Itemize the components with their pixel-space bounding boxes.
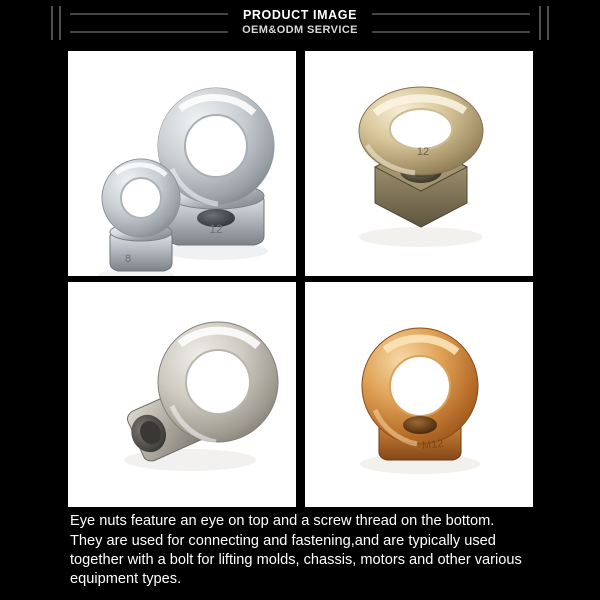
- svg-text:M12: M12: [421, 437, 444, 453]
- photo-eye-nut-brass-top-view: [305, 51, 533, 276]
- caption-bar: [0, 508, 600, 600]
- photo-cell-4: [305, 282, 533, 507]
- svg-text:8: 8: [124, 253, 132, 265]
- product-photo-grid: [0, 46, 600, 508]
- svg-text:12: 12: [209, 222, 223, 236]
- caption-text: Eye nuts feature an eye on top and a screw thread on the bottom. They are used for connecting and fastening,and are typically used together with a bolt for lifting molds, chassis, motors and other various equipment types.: [70, 513, 522, 588]
- svg-text:12: 12: [416, 146, 430, 158]
- photo-cell-1: [68, 51, 296, 276]
- header-text-block: [232, 9, 368, 36]
- photo-cell-3: [68, 282, 296, 507]
- photo-eye-nuts-pair-stainless: [68, 51, 296, 276]
- header-banner: [0, 0, 600, 46]
- page-subtitle: OEM&ODM SERVICE: [242, 23, 358, 36]
- photo-eye-nut-nickel-angled: [68, 282, 296, 507]
- photo-eye-nut-copper-front: [305, 282, 533, 507]
- photo-cell-2: [305, 51, 533, 276]
- page-title: PRODUCT IMAGE: [242, 8, 358, 23]
